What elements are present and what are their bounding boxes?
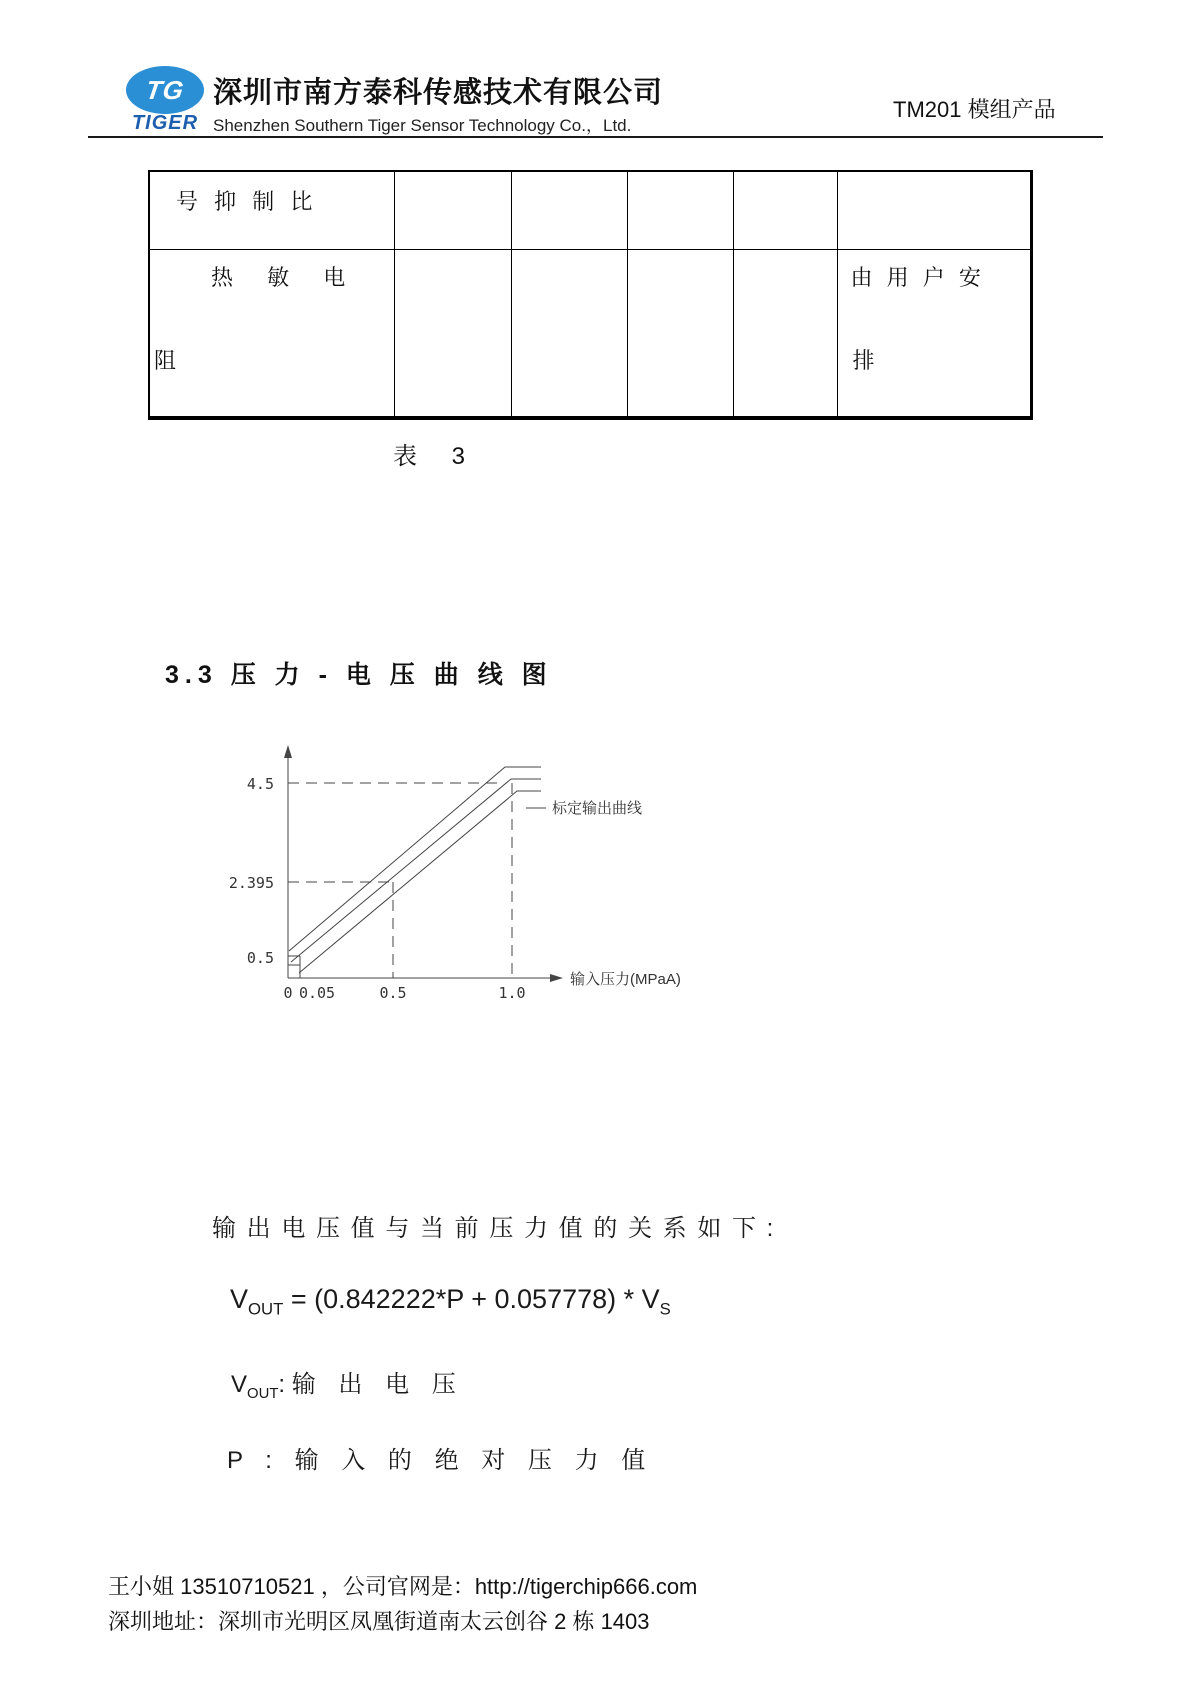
cell-empty	[837, 171, 1031, 249]
y-tick-4-5: 4.5	[246, 775, 274, 793]
formula-v: V	[230, 1284, 249, 1314]
p-definition: P : 输 入 的 绝 对 压 力 值	[227, 1447, 654, 1474]
cell-thermistor-line1: 热 敏 电	[211, 264, 360, 290]
formula-expression: = (0.842222*P + 0.057778) *	[283, 1284, 642, 1314]
vout-colon: :	[278, 1371, 292, 1398]
y-axis-arrow-icon	[284, 745, 292, 758]
formula-vs-subscript: S	[659, 1299, 671, 1319]
cell-empty	[627, 171, 733, 249]
table-caption: 表 3	[393, 443, 480, 470]
cell-empty	[511, 171, 627, 249]
logo-tiger-wordmark: TIGER	[131, 112, 199, 134]
cell-empty	[394, 171, 511, 249]
curve-line-middle	[291, 779, 541, 962]
formula-vs: V	[641, 1284, 660, 1314]
company-logo-icon	[126, 66, 204, 114]
x-axis-arrow-icon	[550, 974, 563, 982]
y-tick-0-5: 0.5	[246, 949, 274, 967]
x-tick-0-5: 0.5	[379, 984, 407, 1002]
company-name-cn: 深圳市南方泰科传感技术有限公司	[213, 77, 664, 109]
output-voltage-formula	[230, 1284, 671, 1319]
cell-empty	[733, 171, 837, 249]
footer-address-line: 深圳地址：深圳市光明区凤凰街道南太云创谷 2 栋 1403	[108, 1609, 650, 1634]
pressure-voltage-chart	[228, 733, 708, 1018]
vout-definition-text: 输 出 电 压	[291, 1371, 464, 1398]
cell-thermistor	[149, 249, 394, 418]
x-axis-label: 输入压力(MPaA)	[570, 971, 681, 988]
x-tick-0: 0	[283, 984, 293, 1002]
relation-sentence: 输 出 电 压 值 与 当 前 压 力 值 的 关 系 如 下 :	[212, 1215, 776, 1242]
company-name-en: Shenzhen Southern Tiger Sensor Technology Co.，Ltd.	[213, 116, 632, 135]
cell-empty	[733, 249, 837, 418]
x-tick-0-05: 0.05	[298, 984, 336, 1002]
section-heading-3-3: 3.3 压 力 - 电 压 曲 线 图	[165, 661, 553, 689]
x-tick-1-0: 1.0	[498, 984, 526, 1002]
cell-signal-rejection-ratio: 号 抑 制 比	[149, 171, 394, 249]
cell-empty	[627, 249, 733, 418]
cell-user-arranged-line2: 排	[852, 347, 875, 373]
header-divider	[88, 136, 1103, 138]
cell-empty	[394, 249, 511, 418]
vout-definition	[231, 1364, 464, 1402]
cell-thermistor-line2: 阻	[154, 347, 177, 373]
table-row	[149, 249, 1031, 418]
footer-contact-line: 王小姐 13510710521 ，公司官网是：http://tigerchip666.com	[108, 1574, 698, 1599]
spec-table	[148, 170, 1033, 420]
legend-label: 标定输出曲线	[552, 800, 643, 817]
cell-user-arranged	[837, 249, 1031, 418]
vout-symbol: V	[231, 1371, 248, 1398]
product-title: TM201 模组产品	[893, 97, 1056, 122]
cell-empty	[511, 249, 627, 418]
formula-v-subscript: OUT	[248, 1299, 284, 1319]
table-row	[149, 171, 1031, 249]
cell-user-arranged-line1: 由 用 户 安	[850, 264, 985, 290]
y-tick-2-395: 2.395	[228, 874, 274, 892]
vout-subscript: OUT	[247, 1385, 279, 1402]
logo-tg-monogram: TG	[143, 74, 187, 105]
curve-line-lower	[299, 791, 541, 973]
